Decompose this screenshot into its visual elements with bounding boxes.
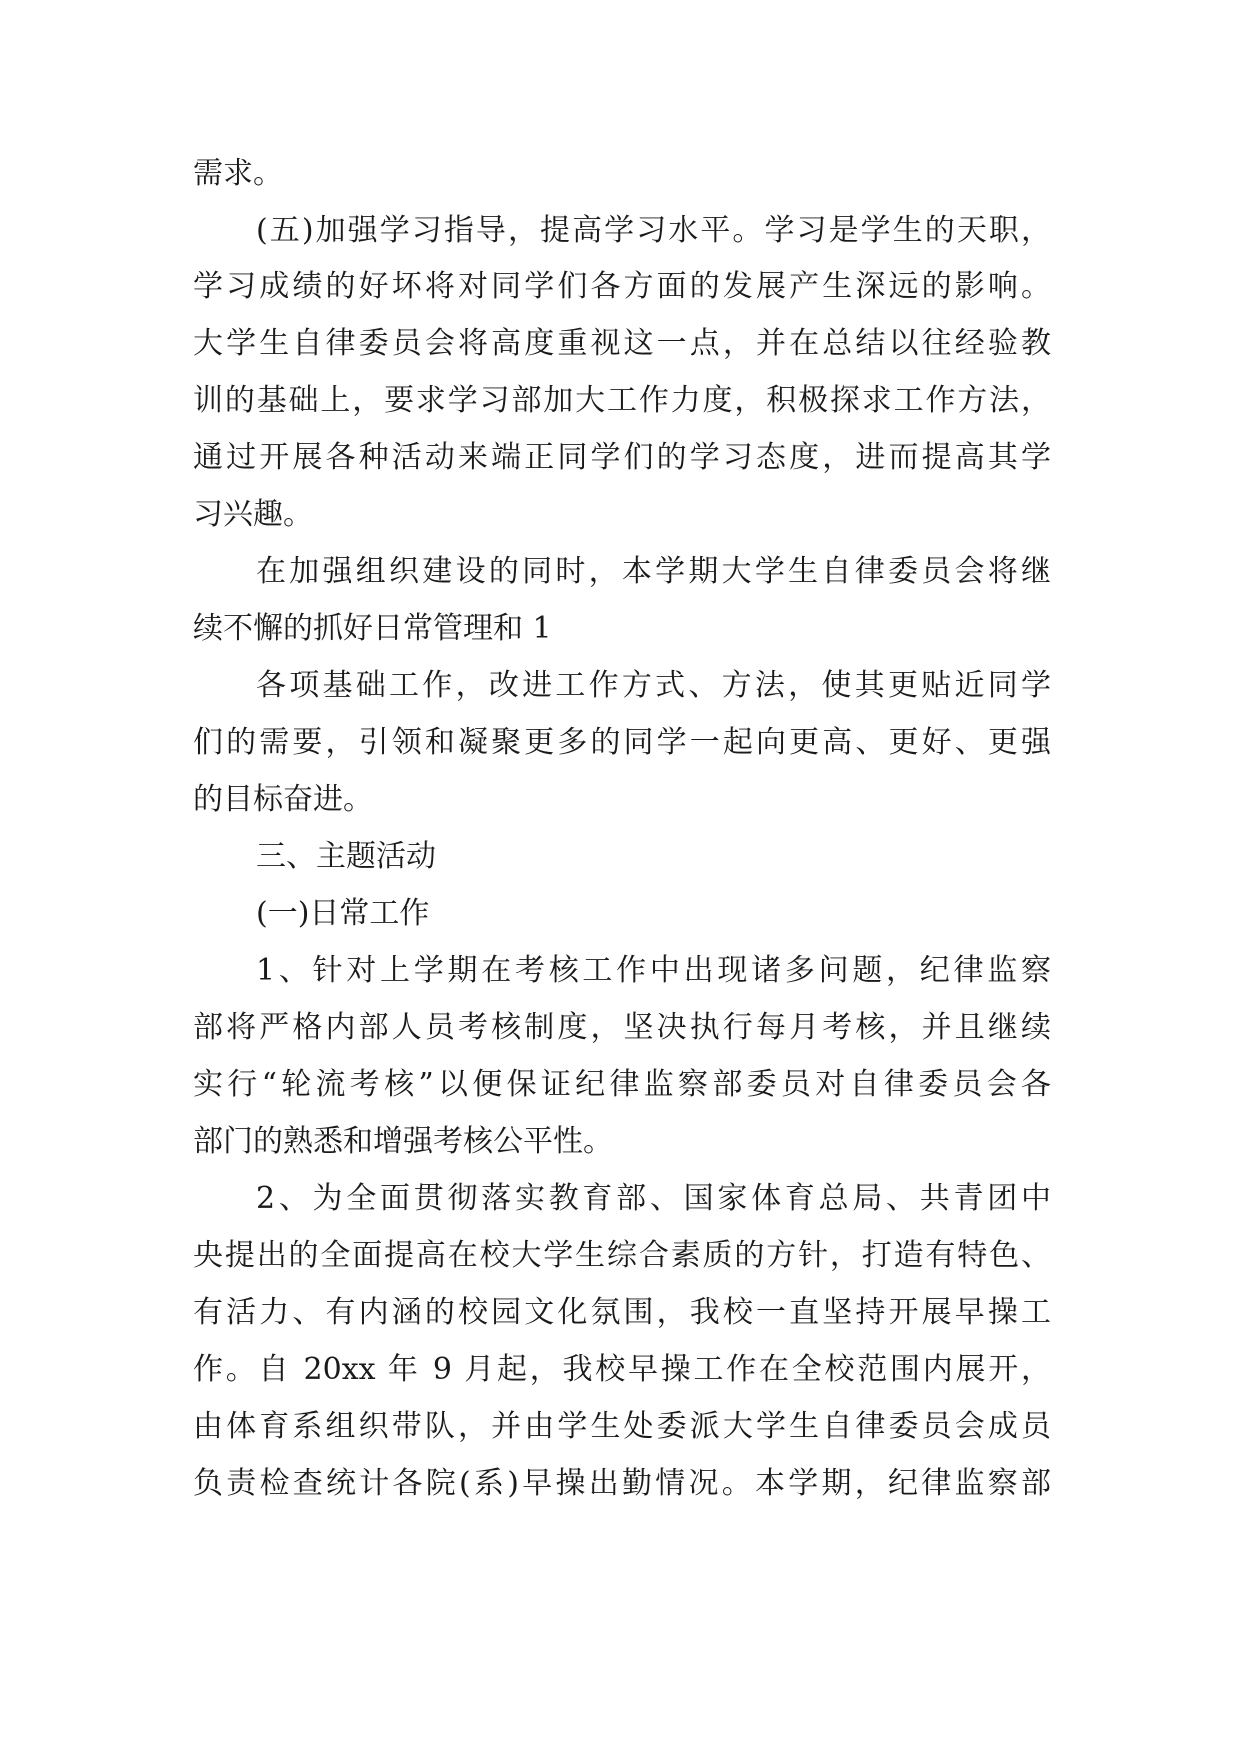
text-line: 2、为全面贯彻落实教育部、国家体育总局、共青团中	[256, 1181, 1051, 1216]
text-line: 续不懈的抓好日常管理和 1	[193, 611, 552, 646]
text-line: (五)加强学习指导，提高学习水平。学习是学生的天职，	[256, 213, 1051, 248]
text-line: 实行“轮流考核”以便保证纪律监察部委员对自律委员会各	[193, 1067, 1051, 1102]
text-line: 部将严格内部人员考核制度，坚决执行每月考核，并且继续	[193, 1010, 1051, 1045]
text-line: 负责检查统计各院(系)早操出勤情况。本学期，纪律监察部	[193, 1466, 1051, 1501]
text-line: 作。自 20xx 年 9 月起，我校早操工作在全校范围内展开，	[193, 1352, 1051, 1387]
text-line: 央提出的全面提高在校大学生综合素质的方针，打造有特色、	[193, 1238, 1051, 1273]
text-line: 大学生自律委员会将高度重视这一点，并在总结以往经验教	[193, 326, 1051, 361]
text-line: 部门的熟悉和增强考核公平性。	[193, 1124, 613, 1159]
text-line: 各项基础工作，改进工作方式、方法，使其更贴近同学	[256, 668, 1051, 703]
text-line: 1、针对上学期在考核工作中出现诸多问题，纪律监察	[256, 953, 1051, 988]
text-line: 学习成绩的好坏将对同学们各方面的发展产生深远的影响。	[193, 269, 1051, 304]
text-line: 们的需要，引领和凝聚更多的同学一起向更高、更好、更强	[193, 725, 1051, 760]
text-line: 的目标奋进。	[193, 782, 373, 817]
text-line: 通过开展各种活动来端正同学们的学习态度，进而提高其学	[193, 440, 1051, 475]
text-line: 习兴趣。	[193, 497, 313, 532]
text-line: 需求。	[193, 156, 283, 191]
text-line: 有活力、有内涵的校园文化氛围，我校一直坚持开展早操工	[193, 1295, 1051, 1330]
text-line: 在加强组织建设的同时，本学期大学生自律委员会将继	[256, 554, 1051, 589]
text-line: 由体育系组织带队，并由学生处委派大学生自律委员会成员	[193, 1409, 1051, 1444]
section-heading: 三、主题活动	[256, 839, 436, 874]
subsection-heading: (一)日常工作	[256, 896, 430, 931]
text-line: 训的基础上，要求学习部加大工作力度，积极探求工作方法，	[193, 383, 1051, 418]
